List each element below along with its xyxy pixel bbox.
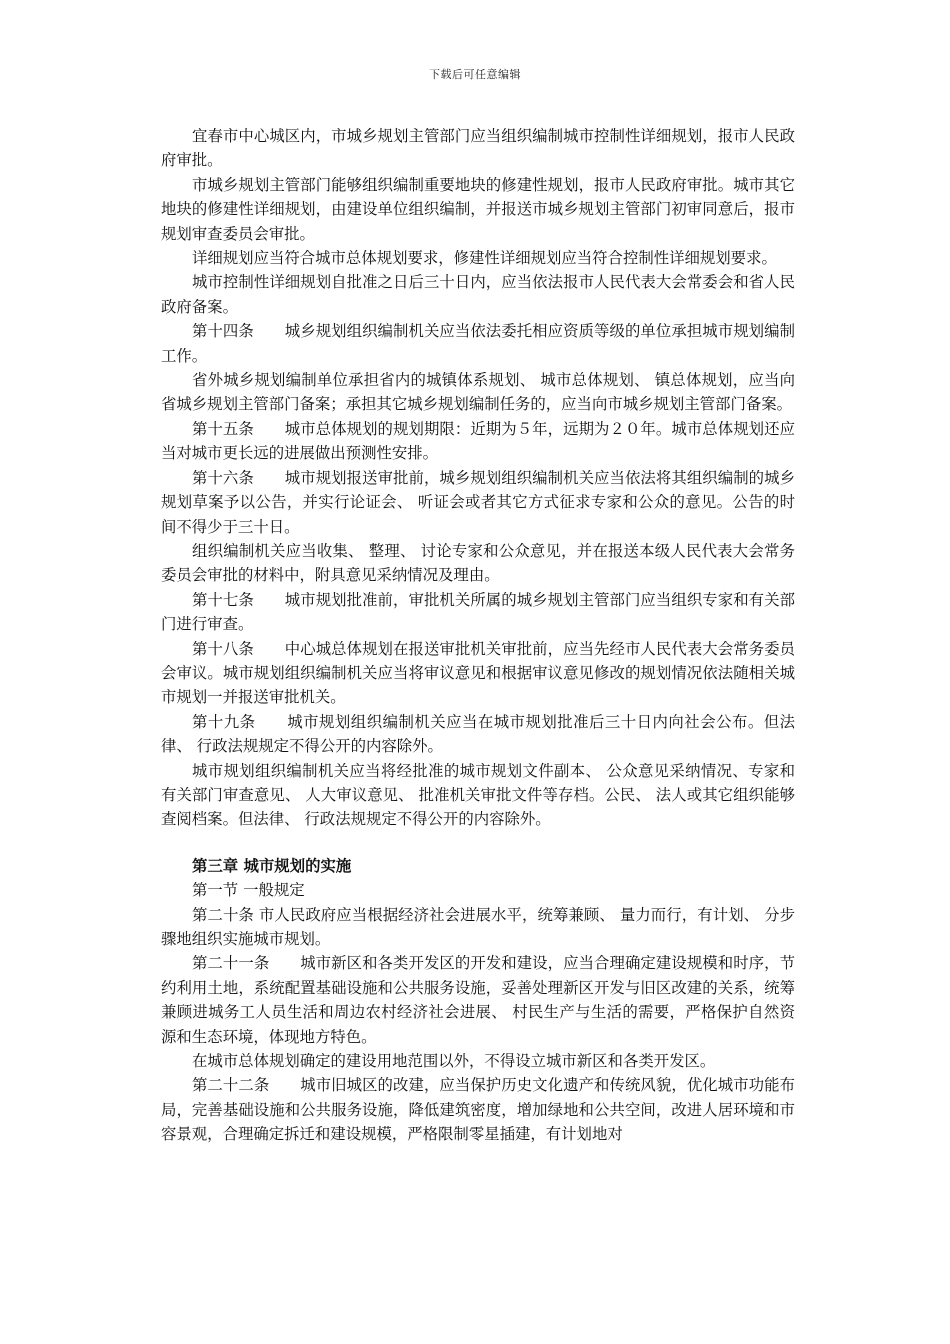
paragraph: 省外城乡规划编制单位承担省内的城镇体系规划、 城市总体规划、 镇总体规划，应当向省城乡规划主管部门备案；承担其它城乡规划编制任务的，应当向市城乡规划主管部门备案。 [161, 371, 795, 414]
paragraph: 组织编制机关应当收集、 整理、 讨论专家和公众意见，并在报送本级人民代表大会常务委员会审批的材料中，附具意见采纳情况及理由。 [161, 541, 795, 585]
article-16: 第十六条 城市规划报送审批前，城乡规划组织编制机关应当依法将其组织编制的城乡规划草案予以公告，并实行论证会、 听证会或者其它方式征求专家和公众的意见。公告的时间不得少于三十日。 [161, 468, 795, 536]
article-18: 第十八条 中心城总体规划在报送审批机关审批前，应当先经市人民代表大会常务委员会审议。城市规划组织编制机关应当将审议意见和根据审议意见修改的规划情况依法随相关城市规划一并报送审批机关。 [161, 639, 795, 707]
paragraph: 详细规划应当符合城市总体规划要求，修建性详细规划应当符合控制性详细规划要求。 [192, 249, 777, 268]
chapter-title: 第三章 城市规划的实施 [192, 856, 352, 875]
article-21: 第二十一条 城市新区和各类开发区的开发和建设，应当合理确定建设规模和时序，节约利用土地，系统配置基础设施和公共服务设施，妥善处理新区开发与旧区改建的关系，统筹兼顾进城务工人员生活和周边农村经济社会进展、 村民生产与生活的需要，严格保护自然资源和生态环境，体现地方特色。 [161, 954, 795, 1046]
paragraph: 市城乡规划主管部门能够组织编制重要地块的修建性规划，报市人民政府审批。城市其它地块的修建性详细规划，由建设单位组织编制，并报送市城乡规划主管部门初审同意后，报市规划审查委员会审批。 [161, 175, 795, 243]
paragraph: 宜春市中心城区内，市城乡规划主管部门应当组织编制城市控制性详细规划，报市人民政府审批。 [161, 127, 795, 170]
article-15: 第十五条 城市总体规划的规划期限：近期为５年，远期为２０年。城市总体规划还应当对城市更长远的进展做出预测性安排。 [161, 419, 795, 463]
article-17: 第十七条 城市规划批准前，审批机关所属的城乡规划主管部门应当组织专家和有关部门进行审查。 [161, 590, 795, 634]
article-22: 第二十二条 城市旧城区的改建，应当保护历史文化遗产和传统风貌，优化城市功能布局，完善基础设施和公共服务设施，降低建筑密度，增加绿地和公共空间，改进人居环境和市容景观，合理确定拆迁和建设规模，严格限制零星插建，有计划地对 [161, 1076, 795, 1144]
article-19: 第十九条 城市规划组织编制机关应当在城市规划批准后三十日内向社会公布。但法律、 行政法规规定不得公开的内容除外。 [161, 712, 795, 756]
paragraph: 在城市总体规划确定的建设用地范围以外，不得设立城市新区和各类开发区。 [192, 1052, 716, 1071]
article-20: 第二十条 市人民政府应当根据经济社会进展水平，统筹兼顾、 量力而行，有计划、 分步骤地组织实施城市规划。 [161, 905, 795, 948]
paragraph: 城市控制性详细规划自批准之日后三十日内，应当依法报市人民代表大会常委会和省人民政府备案。 [161, 273, 795, 316]
document-body [161, 124, 795, 1147]
page-header-note: 下载后可任意编辑 [429, 68, 521, 81]
article-14: 第十四条 城乡规划组织编制机关应当依法委托相应资质等级的单位承担城市规划编制工作。 [161, 322, 795, 365]
section-title: 第一节 一般规定 [192, 881, 305, 900]
spacer [161, 832, 795, 854]
paragraph: 城市规划组织编制机关应当将经批准的城市规划文件副本、 公众意见采纳情况、专家和有关部门审查意见、 人大审议意见、 批准机关审批文件等存档。公民、 法人或其它组织能够查阅档案。但法律、 行政法规规定不得公开的内容除外。 [161, 761, 795, 829]
